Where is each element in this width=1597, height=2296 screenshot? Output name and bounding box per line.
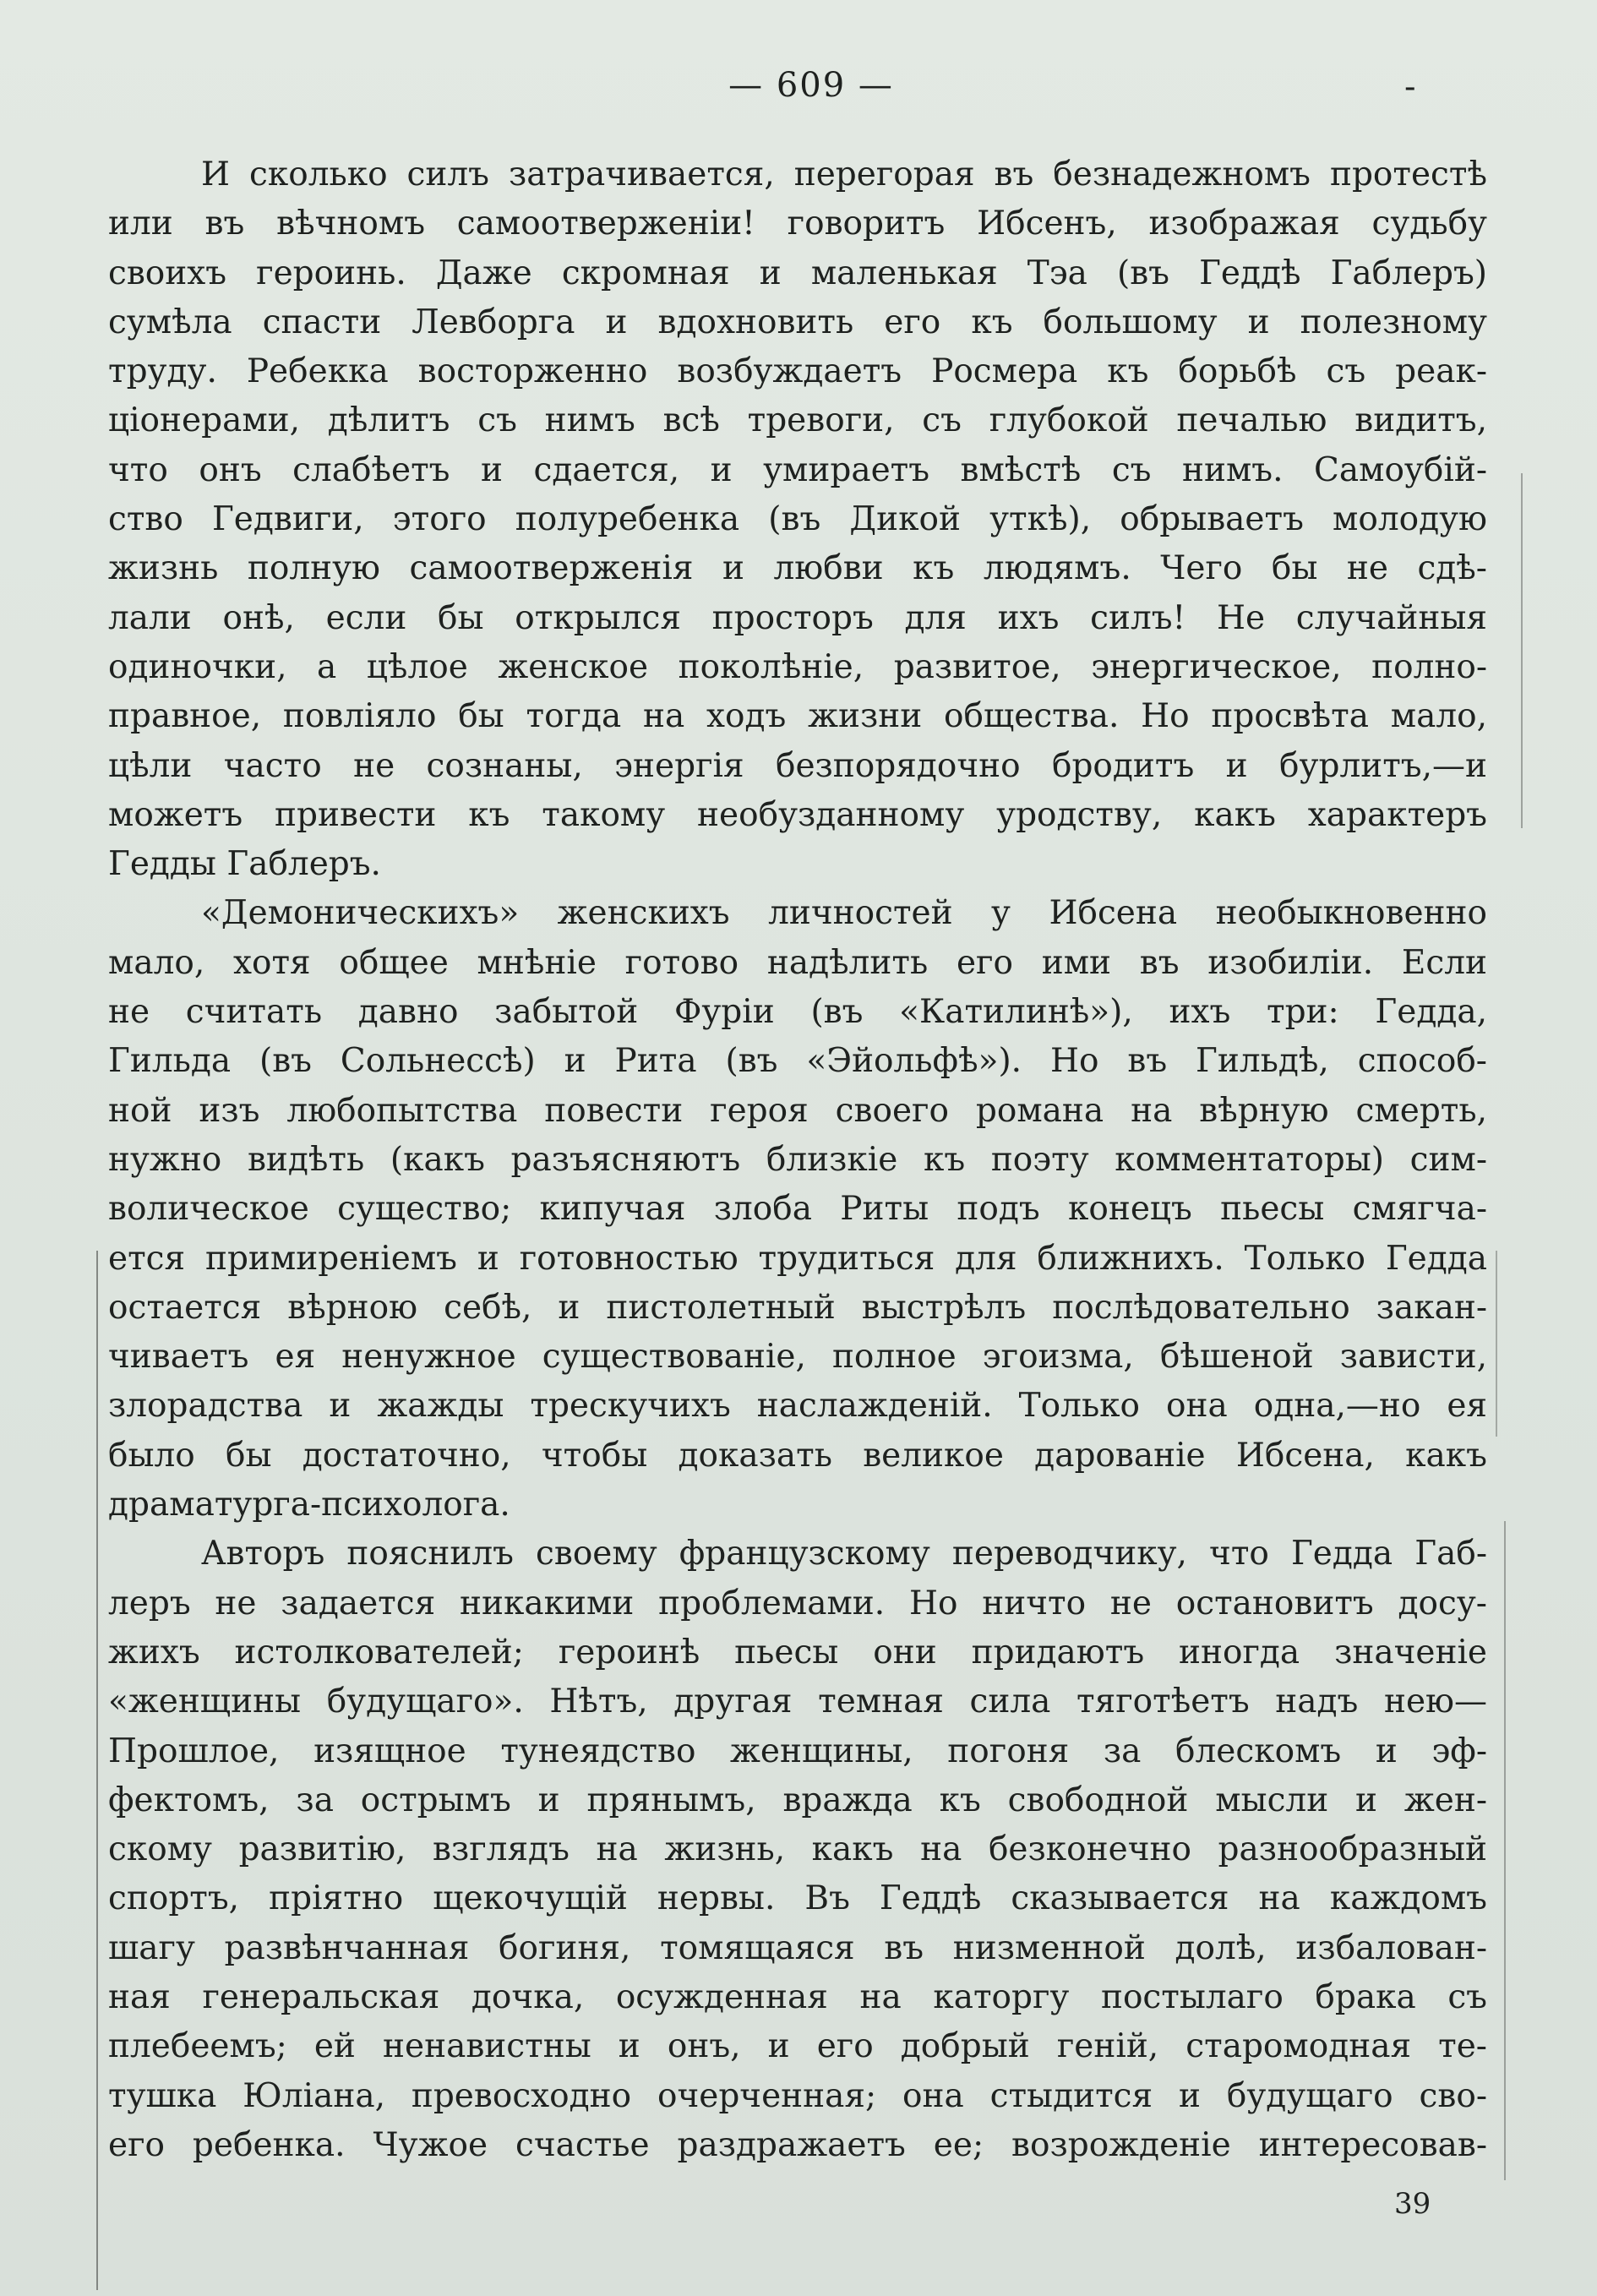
body-text <box>108 150 1487 2170</box>
text-line: сумѣла спасти Левборга и вдохновить его къ большому и полезному <box>108 303 1487 341</box>
text-line: ціонерами, дѣлитъ съ нимъ всѣ тревоги, съ глубокой печалью видитъ, <box>108 401 1487 440</box>
text-line: жизнь полную самоотверженія и любви къ людямъ. Чего бы не сдѣ- <box>108 549 1487 588</box>
margin-line-right-middle <box>1496 1251 1497 1437</box>
text-line: нужно видѣть (какъ разъясняютъ близкіе къ поэту комментаторы) сим- <box>108 1140 1487 1179</box>
text-line: драматурга-психолога. <box>108 1486 510 1524</box>
text-line: леръ не задается никакими проблемами. Но ничто не остановитъ досу- <box>108 1584 1487 1622</box>
text-line: можетъ привести къ такому необузданному уродству, какъ характеръ <box>108 795 1487 834</box>
text-line: злорадства и жажды трескучихъ наслажденій. Только она одна,—но ея <box>108 1387 1487 1426</box>
text-line: волическое существо; кипучая злоба Риты подъ конецъ пьесы смягча- <box>108 1190 1487 1229</box>
text-line: ная генеральская дочка, осужденная на каторгу постылаго брака съ <box>108 1977 1487 2016</box>
text-line: «женщины будущаго». Нѣтъ, другая темная сила тяготѣетъ надъ нею— <box>108 1682 1487 1721</box>
margin-line-right-top <box>1521 473 1523 828</box>
text-line: ется примиреніемъ и готовностью трудиться для ближнихъ. Только Гедда <box>108 1239 1487 1278</box>
text-line: Прошлое, изящное тунеядство женщины, погоня за блескомъ и эф- <box>108 1732 1487 1770</box>
text-line: скому развитію, взглядъ на жизнь, какъ на безконечно разнообразный <box>108 1830 1487 1869</box>
text-line: было бы достаточно, чтобы доказать великое дарованіе Ибсена, какъ <box>108 1436 1487 1475</box>
margin-line-right-bottom <box>1504 1521 1506 2180</box>
margin-line-left <box>96 1251 98 2290</box>
text-line: правное, повліяло бы тогда на ходъ жизни общества. Но просвѣта мало, <box>108 697 1487 736</box>
text-line: шагу развѣнчанная богиня, томящаяся въ низменной долѣ, избалован- <box>108 1928 1487 1967</box>
text-line: Гильда (въ Сольнессѣ) и Рита (въ «Эйольфѣ»). Но въ Гильдѣ, способ- <box>108 1042 1487 1081</box>
text-line: одиночки, а цѣлое женское поколѣніе, развитое, энергическое, полно- <box>108 647 1487 686</box>
paragraph <box>108 889 1487 1530</box>
text-line: его ребенка. Чужое счастье раздражаетъ ее; возрожденіе интересовав- <box>108 2125 1487 2164</box>
printer-signature: 39 <box>1394 2187 1431 2221</box>
text-line: фектомъ, за острымъ и прянымъ, вражда къ свободной мысли и жен- <box>108 1781 1487 1819</box>
text-line: спортъ, пріятно щекочущій нервы. Въ Геддѣ сказывается на каждомъ <box>108 1879 1487 1918</box>
text-line: жихъ истолкователей; героинѣ пьесы они придаютъ иногда значеніе <box>108 1633 1487 1672</box>
text-line: ной изъ любопытства повести героя своего романа на вѣрную смерть, <box>108 1091 1487 1130</box>
text-line: Гедды Габлеръ. <box>108 845 381 884</box>
text-line: тушка Юліана, превосходно очерченная; она стыдится и будущаго сво- <box>108 2076 1487 2115</box>
page-number: — 609 — <box>728 66 894 105</box>
text-line: своихъ героинь. Даже скромная и маленькая Тэа (въ Геддѣ Габлеръ) <box>108 254 1487 292</box>
paragraph <box>108 1530 1487 2170</box>
paragraph <box>108 150 1487 889</box>
text-line: остается вѣрною себѣ, и пистолетный выстрѣлъ послѣдовательно закан- <box>108 1288 1487 1327</box>
text-line: что онъ слабѣетъ и сдается, и умираетъ вмѣстѣ съ нимъ. Самоубій- <box>108 450 1487 489</box>
text-line: ство Гедвиги, этого полуребенка (въ Дикой уткѣ), обрываетъ молодую <box>108 500 1487 539</box>
text-line: или въ вѣчномъ самоотверженіи! говоритъ Ибсенъ, изображая судьбу <box>108 205 1487 243</box>
text-line: цѣли часто не сознаны, энергія безпорядочно бродитъ и бурлитъ,—и <box>108 746 1487 785</box>
text-line: плебеемъ; ей ненавистны и онъ, и его добрый геній, старомодная те- <box>108 2027 1487 2066</box>
text-line: Авторъ пояснилъ своему французскому переводчику, что Гедда Габ- <box>201 1535 1487 1573</box>
text-line: лали онѣ, если бы открылся просторъ для ихъ силъ! Не случайныя <box>108 598 1487 637</box>
corner-mark: - <box>1404 68 1416 106</box>
text-line: чиваетъ ея ненужное существованіе, полное эгоизма, бѣшеной зависти, <box>108 1338 1487 1377</box>
text-line: И сколько силъ затрачивается, перегорая въ безнадежномъ протестѣ <box>201 155 1487 194</box>
text-line: не считать давно забытой Фуріи (въ «Катилинѣ»), ихъ три: Гедда, <box>108 993 1487 1032</box>
text-line: мало, хотя общее мнѣніе готово надѣлить его ими въ изобиліи. Если <box>108 943 1487 982</box>
text-line: «Демоническихъ» женскихъ личностей у Ибсена необыкновенно <box>201 894 1487 933</box>
text-line: труду. Ребекка восторженно возбуждаетъ Росмера къ борьбѣ съ реак- <box>108 352 1487 391</box>
